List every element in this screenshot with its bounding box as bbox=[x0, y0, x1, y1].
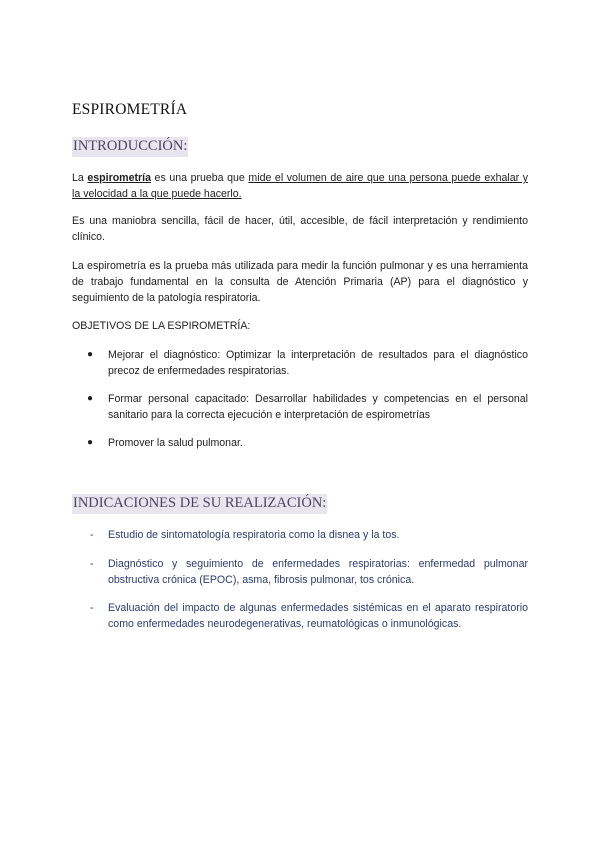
indication-text: Estudio de sintomatología respiratoria como la disnea y la tos. bbox=[108, 529, 400, 541]
intro-paragraph-2: Es una maniobra sencilla, fácil de hacer, útil, accesible, de fácil interpretación y rendimiento clínico. bbox=[72, 215, 528, 243]
objective-text: Formar personal capacitado: Desarrollar habilidades y competencias en el personal sanitario para la correcta ejecución e interpretación de espirometrías bbox=[108, 393, 528, 421]
intro-paragraph-3: La espirometría es la prueba más utilizada para medir la función pulmonar y es una herramienta de trabajo fundamental en la consulta de Atención Primaria (AP) para el diagnóstico y seguimiento de la patología respiratoria. bbox=[72, 260, 528, 304]
dash-marker: - bbox=[90, 602, 94, 614]
dash-marker: - bbox=[90, 529, 94, 541]
document-title: ESPIROMETRÍA bbox=[72, 101, 188, 118]
definition-text: mide el volumen de aire que una persona puede exhalar y la velocidad a la que puede hacerlo. bbox=[72, 172, 529, 200]
bullet-icon: ● bbox=[87, 437, 94, 448]
objective-text: Promover la salud pulmonar. bbox=[108, 437, 243, 449]
intro-p1-mid: es una prueba que bbox=[150, 172, 249, 184]
intro-paragraph-1 bbox=[72, 170, 528, 202]
indication-text: Evaluación del impacto de algunas enfermedades sistémicas en el aparato respiratorio como enfermedades neurodegenerativas, reumatológicas o inmunológicas. bbox=[108, 602, 528, 630]
intro-heading: INTRODUCCIÓN: bbox=[72, 137, 188, 157]
intro-p1-lead: La bbox=[72, 172, 88, 184]
bullet-icon: ● bbox=[87, 349, 94, 360]
bullet-icon: ● bbox=[87, 393, 94, 404]
indication-text: Diagnóstico y seguimiento de enfermedades respiratorias: enfermedad pulmonar obstructiva crónica (EPOC), asma, fibrosis pulmonar, tos crónica. bbox=[108, 558, 528, 586]
objective-text: Mejorar el diagnóstico: Optimizar la interpretación de resultados para el diagnóstico precoz de enfermedades respiratorias. bbox=[108, 349, 528, 377]
indications-heading: INDICACIONES DE SU REALIZACIÓN: bbox=[72, 494, 327, 514]
term-espirometria: espirometría bbox=[87, 172, 151, 184]
objectives-heading: OBJETIVOS DE LA ESPIROMETRÍA: bbox=[72, 320, 251, 332]
dash-marker: - bbox=[90, 558, 94, 570]
